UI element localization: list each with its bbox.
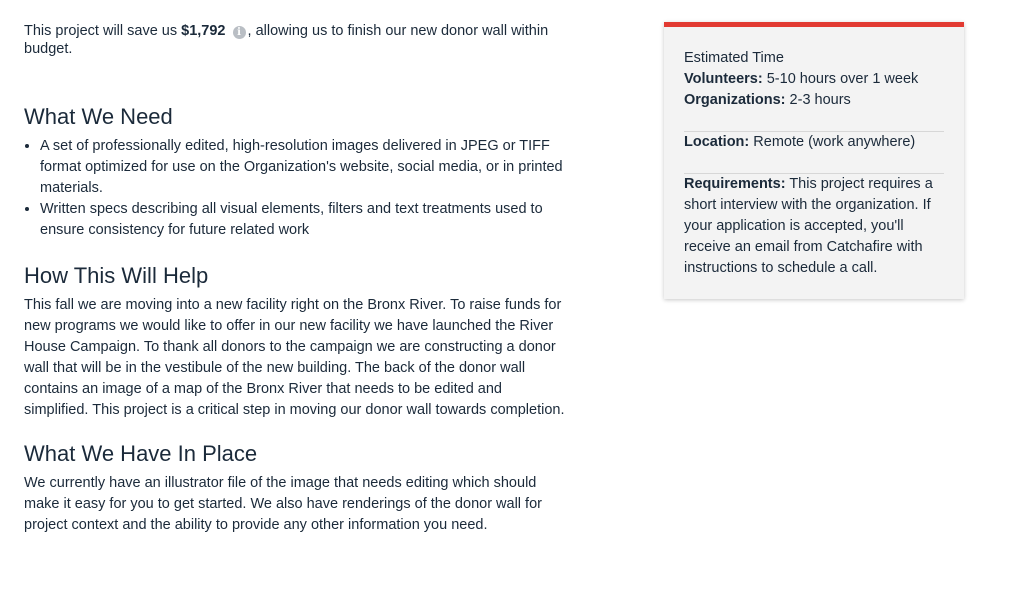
list-item: • A set of professionally edited, high-resolution images delivered in JPEG or TIFF format optimized for use on the Organization's website, social media, or in printed materials. (40, 136, 569, 199)
savings-amount: $1,792 (181, 23, 226, 39)
project-details (24, 22, 569, 536)
volunteers-value: 5-10 hours over 1 week (766, 71, 919, 87)
needs-list (24, 136, 569, 241)
what-we-need-heading: What We Need (24, 104, 173, 129)
location-value: Remote (work anywhere) (753, 134, 916, 150)
savings-prefix: This project will save us (24, 23, 178, 39)
organizations-time (684, 90, 944, 111)
savings-statement (24, 22, 569, 58)
what-we-have-in-place-heading: What We Have In Place (24, 441, 258, 466)
info-circle-icon[interactable]: i (233, 26, 246, 39)
requirements-value: This project requires a short interview with the organization. If your application is accepted, you'll receive an email from Catchafire with instructions to schedule a call. (684, 176, 933, 276)
organizations-value: 2-3 hours (789, 92, 851, 108)
requirements-label: Requirements: (684, 176, 786, 192)
location-label: Location: (684, 134, 750, 150)
location-info (684, 132, 944, 153)
how-this-will-help-heading: How This Will Help (24, 263, 209, 288)
savings-suffix: , allowing us to finish our new donor wall within budget. (24, 23, 549, 57)
volunteers-time (684, 69, 944, 90)
list-item: • Written specs describing all visual elements, filters and text treatments used to ensure consistency for future related work (40, 199, 569, 241)
how-this-will-help-text: This fall we are moving into a new facility right on the Bronx River. To raise funds for new programs we would like to offer in our new facility we have launched the River House Campaign. To thank all donors to the campaign we are constructing a donor wall that will be in the vestibule of the new building. The back of the donor wall contains an image of a map of the Bronx River that needs to be edited and simplified. This project is a critical step in moving our donor wall towards completion. (24, 297, 565, 418)
what-we-have-in-place-text: We currently have an illustrator file of the image that needs editing which should make it easy for you to get started. We also have renderings of the donor wall for project context and the ability to provide any other information you need. (24, 475, 542, 533)
project-info-card (664, 22, 964, 299)
estimated-time-label: Estimated Time (684, 50, 784, 66)
requirements-info (684, 174, 944, 279)
organizations-label: Organizations: (684, 92, 786, 108)
volunteers-label: Volunteers: (684, 71, 763, 87)
